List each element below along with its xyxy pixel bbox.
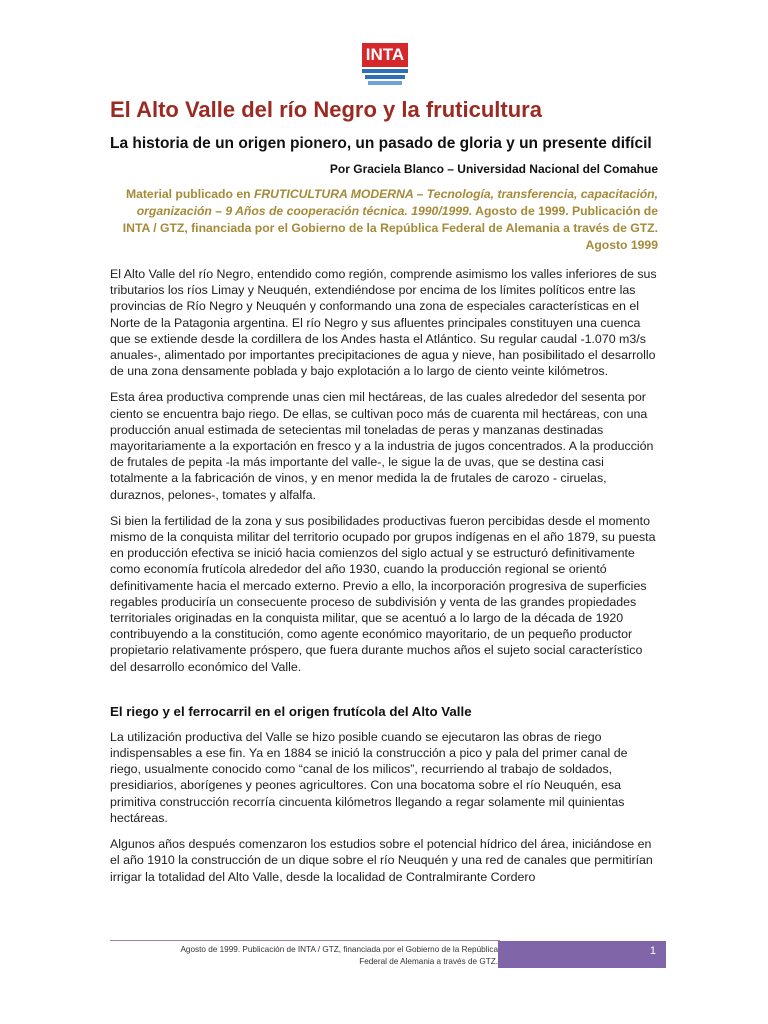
footer-line: Federal de Alemania a través de GTZ. (359, 957, 498, 966)
logo-stripe (365, 75, 405, 79)
footer-rule (110, 940, 500, 941)
footer-text (110, 944, 498, 968)
source-prefix: Material publicado en (125, 187, 254, 201)
author-byline: Por Graciela Blanco – Universidad Nacional del Comahue (329, 162, 658, 176)
source-italic: FRUTICULTURA MODERNA – Tecnología, transferencia, capacitación, organización – 9 Años de cooperación técnica. 1990/1999. (136, 187, 658, 218)
inta-logo (362, 43, 408, 85)
body-paragraph: La utilización productiva del Valle se hizo posible cuando se ejecutaron las obras de riego indispensables a ese fin. Ya en 1884 se inició la construcción a pico y pala del primer canal de riego, usualmente conocido como “canal de los milicos”, recurriendo al trabajo de soldados, presidiarios, aborígenes y peones agricultores. Con una bocatoma sobre el río Neuquén, esa primitiva construcción recorría cincuenta kilómetros llegando a regar solamente mil quinientas hectáreas. (110, 729, 628, 825)
inta-logo-text: INTA (362, 43, 408, 67)
document-body (110, 96, 658, 885)
body-paragraph: Si bien la fertilidad de la zona y sus posibilidades productivas fueron percibidas desde el momento mismo de la conquista militar del territorio ocupado por grupos indígenas en el año 1879, su puesta en producción efectiva se inició hacia comienzos del siglo actual y se estructuró definitivamente como economía frutícola alrededor del año 1930, cuando la producción regional se orientó definitivamente hacia el mercado externo. Previo a ello, la incorporación progresiva de superficies regables produciría un consecuente proceso de subdivisión y venta de las grandes propiedades territoriales originadas en la conquista militar, que se acentuó a lo largo de la década de 1920 contribuyendo a la constitución, como agente económico mayoritario, de un pequeño productor propietario relativamente próspero, que fuera durante muchos años el sujeto social característico del desarrollo económico del Valle. (110, 513, 656, 674)
source-note (110, 186, 658, 254)
page-number: 1 (498, 941, 666, 968)
logo-stripe (368, 81, 402, 85)
footer-line: Agosto de 1999. Publicación de INTA / GTZ, financiada por el Gobierno de la República (180, 945, 498, 954)
document-title: El Alto Valle del río Negro y la fruticultura (110, 97, 542, 122)
body-paragraph: Esta área productiva comprende unas cien mil hectáreas, de las cuales alrededor del sesenta por ciento se encuentra bajo riego. De ellas, se cultivan poco más de cuarenta mil hectáreas, con una producción anual estimada de setecientas mil toneladas de peras y manzanas destinadas mayoritariamente a la exportación en fresco y a la industria de jugos concentrados. A la producción de frutales de pepita -la más importante del valle-, le sigue la de uvas, que se destina casi totalmente a la fabricación de vinos, y en menor medida la de frutales de carozo - ciruelas, duraznos, pelones-, tomates y alfalfa. (110, 390, 654, 502)
page-footer (110, 940, 666, 970)
section-heading: El riego y el ferrocarril en el origen frutícola del Alto Valle (110, 703, 472, 719)
body-paragraph: El Alto Valle del río Negro, entendido como región, comprende asimismo los valles inferiores de sus tributarios los ríos Limay y Neuquén, extendiéndose por encima de los límites políticos entre las provincias de Río Negro y Neuquén y conformando una zona de especiales características en el Norte de la Patagonia argentina. El río Negro y sus afluentes principales constituyen una cuenca que se extiende desde la cordillera de los Andes hasta el Atlántico. Su regular caudal -1.070 m3/s anuales-, alimentado por importantes precipitaciones de agua y nieve, han posibilitado el desarrollo de una zona densamente poblada y bajo explotación a lo largo de ciento veinte kilómetros. (110, 267, 657, 379)
document-subtitle: La historia de un origen pionero, un pasado de gloria y un presente difícil (110, 135, 652, 152)
logo-stripe (362, 69, 408, 73)
source-suffix: Agosto de 1999. Publicación de INTA / GTZ, financiada por el Gobierno de la República Federal de Alemania a través de GTZ. Agosto 1999 (122, 204, 658, 252)
body-paragraph: Algunos años después comenzaron los estudios sobre el potencial hídrico del área, iniciándose en el año 1910 la construcción de un dique sobre el río Neuquén y una red de canales que permitirían irrigar la totalidad del Alto Valle, desde la localidad de Contralmirante Cordero (110, 837, 653, 884)
